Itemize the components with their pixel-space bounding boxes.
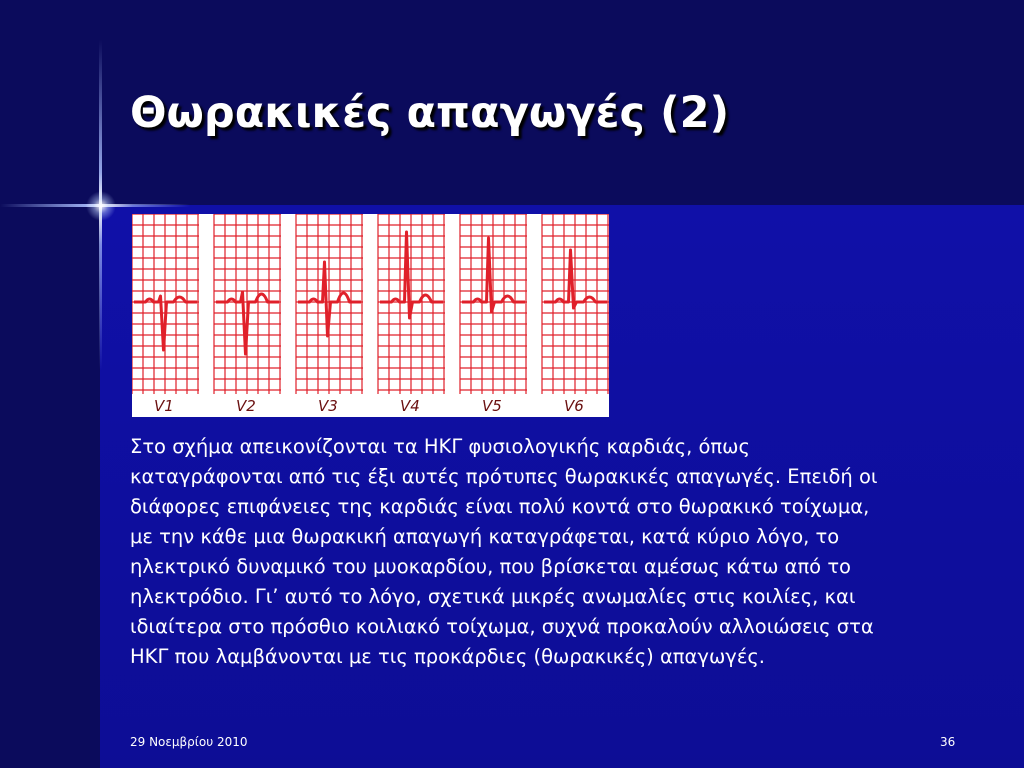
- body-line: ηλεκτρικό δυναμικό του μυοκαρδίου, που βρίσκεται αμέσως κάτω από το: [130, 555, 851, 578]
- body-line: Στο σχήμα απεικονίζονται τα ΗΚΓ φυσιολογικής καρδιάς, όπως: [130, 435, 750, 458]
- ecg-lead-label: V3: [318, 397, 338, 415]
- ecg-lead-v1: [132, 214, 199, 415]
- ecg-lead-label: V1: [154, 397, 174, 415]
- ecg-lead-v3: [296, 214, 363, 415]
- body-line: διάφορες επιφάνειες της καρδιάς είναι πολύ κοντά στο θωρακικό τοίχωμα,: [130, 495, 870, 518]
- ecg-lead-v2: [214, 214, 281, 415]
- body-line: ηλεκτρόδιο. Γι’ αυτό το λόγο, σχετικά μικρές ανωμαλίες στις κοιλίες, και: [130, 585, 856, 608]
- ecg-figure: [132, 214, 609, 417]
- body-line: ΗΚΓ που λαμβάνονται με τις προκάρδιες (θωρακικές) απαγωγές.: [130, 645, 765, 668]
- slide-number: 36: [940, 735, 956, 749]
- ecg-lead-v5: [460, 214, 527, 415]
- slide-body-text: [130, 432, 990, 672]
- body-line: με την κάθε μια θωρακική απαγωγή καταγράφεται, κατά κύριο λόγο, το: [130, 525, 840, 548]
- ecg-chest-leads-image: [132, 214, 609, 417]
- ecg-lead-label: V4: [400, 397, 420, 415]
- ecg-lead-label: V6: [564, 397, 584, 415]
- left-band: [0, 205, 100, 768]
- ecg-lead-v4: [378, 214, 445, 415]
- body-line: ιδιαίτερα στο πρόσθιο κοιλιακό τοίχωμα, συχνά προκαλούν αλλοιώσεις στα: [130, 615, 874, 638]
- ecg-lead-v6: [542, 214, 609, 415]
- ecg-lead-label: V2: [236, 397, 256, 415]
- footer-date: 29 Νοεμβρίου 2010: [130, 735, 248, 749]
- light-flare-star-icon: [86, 191, 116, 221]
- ecg-lead-label: V5: [482, 397, 502, 415]
- slide-title: Θωρακικές απαγωγές (2): [130, 88, 730, 138]
- body-line: καταγράφονται από τις έξι αυτές πρότυπες θωρακικές απαγωγές. Επειδή οι: [130, 465, 878, 488]
